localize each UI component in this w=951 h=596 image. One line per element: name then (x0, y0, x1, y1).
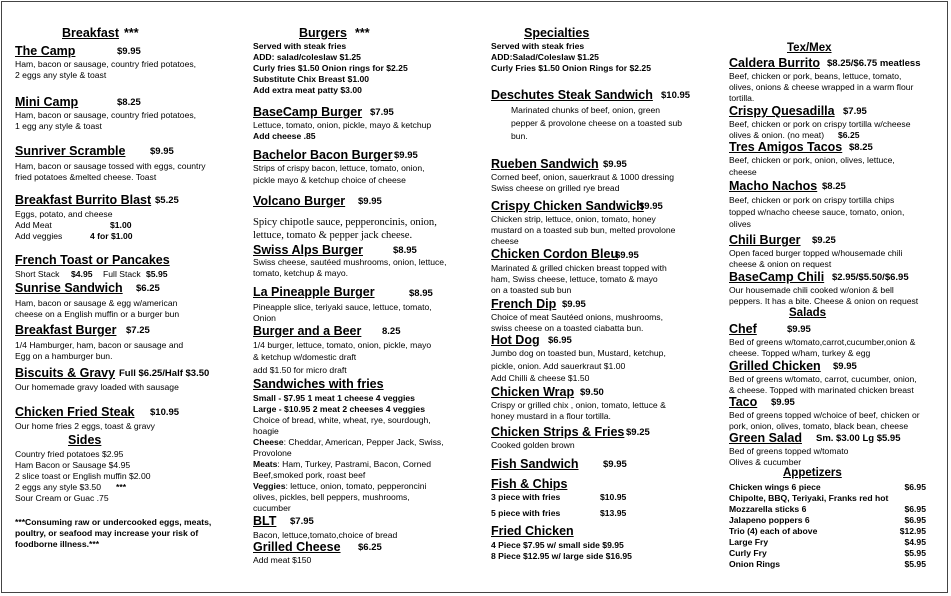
item-chili-burger-name: Chili Burger (729, 233, 801, 247)
item-strips-name: Chicken Strips & Fries (491, 425, 625, 439)
item-caldera-name: Caldera Burrito (729, 56, 820, 70)
item-biscuits-desc: Our homemade gravy loaded with sausage (15, 382, 179, 392)
item-beer-desc-1: 1/4 burger, lettuce, tomato, onion, pickle, mayo (253, 340, 432, 350)
item-mini-camp-price: $8.25 (117, 97, 141, 108)
item-crispy-desc-1: Chicken strip, lettuce, onion, tomato, honey (491, 214, 656, 224)
item-taco-salad-price: $9.95 (771, 397, 795, 408)
item-quesadilla-price: $7.95 (843, 106, 867, 117)
item-blt-desc: Bacon, lettuce,tomato,choice of bread (253, 530, 398, 540)
item-fish-chips-name: Fish & Chips (491, 477, 568, 491)
sandwich-veggies-3: cucumber (253, 503, 291, 513)
item-grilled-cheese-price: $6.25 (358, 542, 382, 553)
appetizer-name: Large Fry (729, 537, 769, 547)
appetizer-price: $5.95 (904, 548, 926, 558)
item-cordon-desc-1: Marinated & grilled chicken breast topped with (491, 263, 667, 273)
item-quesadilla-name: Crispy Quesadilla (729, 104, 835, 118)
item-chef-name: Chef (729, 322, 757, 336)
item-chef-price: $9.95 (787, 324, 811, 335)
item-tacos-desc-1: Beef, chicken or pork, onion, olives, lettuce, (729, 155, 895, 165)
specialties-note: Curly Fries $1.50 Onion Rings for $2.25 (491, 63, 651, 73)
side-item: 2 slice toast or English muffin $2.00 (15, 471, 151, 481)
item-caldera-desc-2: olives, onions & cheese wrapped in a warm flour (729, 82, 914, 92)
item-basecamp-desc: Lettuce, tomato, onion, pickle, mayo & ketchup (253, 120, 432, 130)
item-dip-desc-2: swiss cheese on a toasted ciabatta bun. (491, 323, 644, 333)
appetizer-price: $6.95 (904, 515, 926, 525)
salads-title: Salads (789, 307, 827, 319)
item-chili-desc-1: Our housemade chili cooked w/onion & bell (729, 285, 894, 295)
item-scramble-desc-2: fried potatoes &melted cheese. Toast (15, 172, 157, 182)
food-warning-1: ***Consuming raw or undercooked eggs, meats, (15, 517, 212, 527)
item-green-salad-desc-2: Olives & cucumber (729, 457, 802, 467)
item-chili-desc-2: peppers. It has a bite. Cheese & onion on request (729, 296, 919, 306)
item-burrito-desc: Eggs, potato, and cheese (15, 209, 113, 219)
item-nachos-desc-1: Beef, chicken or pork on crispy tortilla chips (729, 195, 895, 205)
item-caldera-price: $8.25/$6.75 meatless (827, 58, 921, 69)
item-burrito-name: Breakfast Burrito Blast (15, 193, 152, 207)
item-wrap-desc-2: honey mustard in a flour tortilla. (491, 411, 611, 421)
item-rueben-desc-2: Swiss cheese on grilled rye bread (491, 183, 620, 193)
sandwich-meats (253, 459, 431, 470)
sandwich-cheese-label: Cheese (253, 437, 284, 447)
side-item: Ham Bacon or Sausage $4.95 (15, 460, 131, 470)
item-chili-burger-desc-2: cheese & onion on request (729, 259, 832, 269)
item-crispy-desc-3: cheese (491, 236, 519, 246)
item-pineapple-name: La Pineapple Burger (253, 285, 375, 299)
burgers-note: Curly fries $1.50 Onion rings for $2.25 (253, 63, 408, 73)
item-blt-name: BLT (253, 514, 277, 528)
item-strips-price: $9.25 (626, 427, 650, 438)
sandwich-cheese-2: Provolone (253, 448, 292, 458)
item-bacheolor-name: Bachelor Bacon Burger (253, 148, 393, 162)
item-pineapple-price: $8.95 (409, 288, 433, 299)
item-chili-burger-price: $9.25 (812, 235, 836, 246)
fish-chips-five-price: $13.95 (600, 508, 627, 518)
item-swiss-name: Swiss Alps Burger (253, 243, 363, 257)
item-beer-price: 8.25 (382, 326, 401, 337)
item-beer-desc-2: & ketchup w/domestic draft (253, 352, 357, 362)
item-strips-desc: Cooked golden brown (491, 440, 575, 450)
side-item: 2 eggs any style $3.50 (15, 482, 101, 492)
item-rueben-desc-1: Corned beef, onion, sauerkraut & 1000 dressing (491, 172, 674, 182)
breakfast-stars: *** (124, 26, 139, 40)
appetizer-price: $5.95 (904, 559, 926, 569)
item-swiss-desc-1: Swiss cheese, sautéed mushrooms, onion, lettuce, (253, 257, 447, 267)
item-hotdog-price: $6.95 (548, 335, 572, 346)
sandwich-meats-text: : Ham, Turkey, Pastrami, Bacon, Corned (277, 459, 431, 469)
item-hotdog-desc-1: Jumbo dog on toasted bun, Mustard, ketchup, (491, 348, 666, 358)
item-bacheolor-price: $9.95 (394, 150, 418, 161)
appetizer-price: $12.95 (899, 526, 926, 536)
item-the-camp-desc-1: Ham, bacon or sausage, country fried potatoes, (15, 59, 197, 69)
sandwich-cheese (253, 437, 444, 448)
item-burrito-price: $5.25 (155, 195, 179, 206)
item-grilled-chicken-name: Grilled Chicken (729, 359, 821, 373)
fish-chips-three: 3 piece with fries (491, 492, 561, 502)
item-sunrise-desc-2: cheese on a English muffin or a burger bun (15, 309, 180, 319)
item-burrito-add-meat: Add Meat (15, 220, 52, 230)
item-tacos-name: Tres Amigos Tacos (729, 140, 843, 154)
sandwich-cheese-text: : Cheddar, American, Pepper Jack, Swiss, (283, 437, 444, 447)
item-hotdog-name: Hot Dog (491, 333, 540, 347)
item-cordon-desc-3: on a toasted sub bun (491, 285, 572, 295)
burgers-note: Substitute Chix Breast $1.00 (253, 74, 370, 84)
fish-chips-five: 5 piece with fries (491, 508, 561, 518)
fish-chips-three-price: $10.95 (600, 492, 627, 502)
item-wrap-name: Chicken Wrap (491, 385, 575, 399)
item-taco-salad-desc-2: pork, onion, olives, tomato, black bean, cheese (729, 421, 909, 431)
texmex-title: Tex/Mex (787, 42, 832, 54)
item-chili-price: $2.95/$5.50/$6.95 (832, 272, 909, 283)
sandwich-meats-2: Beef,smoked pork, roast beef (253, 470, 366, 480)
item-bfast-burger-price: $7.25 (126, 325, 150, 336)
item-scramble-price: $9.95 (150, 146, 174, 157)
item-grilled-cheese-name: Grilled Cheese (253, 540, 341, 554)
item-quesadilla-desc-1: Beef, chicken or pork on crispy tortilla w/cheese (729, 119, 911, 129)
appetizers-title: Appetizers (783, 467, 842, 479)
sides-title: Sides (68, 433, 102, 447)
sandwich-choice-1: Choice of bread, white, wheat, rye, sourdough, (253, 415, 431, 425)
sides-stars: *** (116, 482, 127, 492)
item-wrap-price: $9.50 (580, 387, 604, 398)
item-hotdog-desc-3: Add Chilli & cheese $1.50 (491, 373, 590, 383)
item-deschutes-desc-2: pepper & provolone cheese on a toasted sub (511, 118, 683, 128)
sandwich-small: Small - $7.95 1 meat 1 cheese 4 veggies (253, 393, 415, 403)
breakfast-title: Breakfast (62, 26, 119, 40)
burgers-note: Add extra meat patty $3.00 (253, 85, 362, 95)
item-deschutes-desc-3: bun. (511, 131, 528, 141)
item-crispy-price: $9.95 (639, 201, 663, 212)
item-biscuits-name: Biscuits & Gravy (15, 366, 116, 380)
sandwich-veggies-text: : lettuce, onion, tomato, pepperoncini (285, 481, 427, 491)
item-rueben-price: $9.95 (603, 159, 627, 170)
appetizer-name: Chicken wings 6 piece (729, 482, 821, 492)
appetizer-price: $4.95 (904, 537, 926, 547)
item-the-camp-name: The Camp (15, 44, 76, 58)
item-sandwiches-name: Sandwiches with fries (253, 377, 384, 391)
item-mini-camp-desc-1: Ham, bacon or sausage, country fried potatoes, (15, 110, 197, 120)
item-caldera-desc-1: Beef, chicken or pork, beans, lettuce, tomato, (729, 71, 902, 81)
item-swiss-price: $8.95 (393, 245, 417, 256)
item-crispy-desc-2: mustard on a toasted sub bun, melted provolone (491, 225, 676, 235)
appetizer-name: Mozzarella sticks 6 (729, 504, 807, 514)
sandwich-meats-label: Meats (253, 459, 278, 469)
item-french-toast-name: French Toast or Pancakes (15, 253, 170, 267)
item-bfast-burger-name: Breakfast Burger (15, 323, 117, 337)
item-cfs-desc: Our home fries 2 eggs, toast & gravy (15, 421, 155, 431)
sandwich-veggies-label: Veggies (253, 481, 286, 491)
item-basecamp-add: Add cheese .85 (253, 131, 316, 141)
item-scramble-desc-1: Ham, bacon or sausage tossed with eggs, country (15, 161, 206, 171)
item-dip-price: $9.95 (562, 299, 586, 310)
item-sunrise-desc-1: Ham, bacon or sausage & egg w/american (15, 298, 178, 308)
item-swiss-desc-2: tomato, ketchup & mayo. (253, 268, 349, 278)
item-chef-desc-2: cheese. Topped w/ham, turkey & egg (729, 348, 871, 358)
burgers-stars: *** (355, 26, 370, 40)
item-bfast-burger-desc-1: 1/4 Hamburger, ham, bacon or sausage and (15, 340, 184, 350)
item-taco-salad-name: Taco (729, 395, 758, 409)
item-chili-burger-desc-1: Open faced burger topped w/housemade chili (729, 248, 903, 258)
appetizer-name: Jalapeno poppers 6 (729, 515, 810, 525)
item-chef-desc-1: Bed of greens w/tomato,carrot,cucumber,onion & (729, 337, 916, 347)
sandwich-choice-2: hoagie (253, 426, 279, 436)
item-volcano-desc-1: Spicy chipotle sauce, pepperoncinis, onion, (253, 217, 437, 228)
specialties-note: ADD:Salad/Coleslaw $1.25 (491, 52, 599, 62)
item-cordon-price: $9.95 (615, 250, 639, 261)
item-sunrise-price: $6.25 (136, 283, 160, 294)
specialties-note: Served with steak fries (491, 41, 585, 51)
item-full-stack: Full Stack (103, 269, 141, 279)
item-cfs-name: Chicken Fried Steak (15, 405, 135, 419)
item-burrito-add-veg: Add veggies (15, 231, 63, 241)
appetizer-name: Chipolte, BBQ, Teriyaki, Franks red hot (729, 493, 889, 503)
item-nachos-desc-2: topped w/nacho cheese sauce, tomato, onion, (729, 207, 905, 217)
appetizer-price: $6.95 (904, 504, 926, 514)
burgers-title: Burgers (299, 26, 347, 40)
item-wrap-desc-1: Crispy or grilled chix , onion, tomato, lettuce & (491, 400, 666, 410)
item-green-salad-name: Green Salad (729, 431, 802, 445)
item-short-stack: Short Stack (15, 269, 60, 279)
item-bfast-burger-desc-2: Egg on a hamburger bun. (15, 351, 113, 361)
food-warning-3: foodborne illness.*** (15, 539, 100, 549)
item-deschutes-price: $10.95 (661, 90, 691, 101)
sandwich-veggies (253, 481, 426, 492)
item-cfs-price: $10.95 (150, 407, 180, 418)
item-volcano-desc-2: lettuce, tomato & pepper jack cheese. (253, 230, 413, 241)
item-beer-name: Burger and a Beer (253, 324, 362, 338)
item-burrito-add-veg-price: 4 for $1.00 (90, 231, 133, 241)
appetizer-name: Trio (4) each of above (729, 526, 818, 536)
item-mini-camp-desc-2: 1 egg any style & toast (15, 121, 102, 131)
item-dip-name: French Dip (491, 297, 557, 311)
item-deschutes-desc-1: Marinated chunks of beef, onion, green (511, 105, 661, 115)
item-basecamp-name: BaseCamp Burger (253, 105, 363, 119)
item-crispy-name: Crispy Chicken Sandwich (491, 199, 644, 213)
item-burrito-add-meat-price: $1.00 (110, 220, 132, 230)
item-fried-chicken-name: Fried Chicken (491, 524, 574, 538)
item-short-stack-price: $4.95 (71, 269, 93, 279)
item-volcano-name: Volcano Burger (253, 194, 346, 208)
item-hotdog-desc-2: pickle, onion. Add sauerkraut $1.00 (491, 361, 626, 371)
side-item: Country fried potatoes $2.95 (15, 449, 124, 459)
item-green-salad-price: Sm. $3.00 Lg $5.95 (816, 433, 901, 444)
item-volcano-price: $9.95 (358, 196, 382, 207)
item-sunrise-name: Sunrise Sandwich (15, 281, 123, 295)
sandwich-large: Large - $10.95 2 meat 2 cheeses 4 veggies (253, 404, 425, 414)
item-mini-camp-name: Mini Camp (15, 95, 79, 109)
item-cordon-name: Chicken Cordon Bleu (491, 247, 619, 261)
item-scramble-name: Sunriver Scramble (15, 144, 126, 158)
burgers-note: Served with steak fries (253, 41, 347, 51)
item-tacos-price: $8.25 (849, 142, 873, 153)
appetizer-name: Onion Rings (729, 559, 781, 569)
item-quesadilla-nomeat-price: $6.25 (838, 130, 860, 140)
item-tacos-desc-2: cheese (729, 167, 757, 177)
item-caldera-desc-3: tortilla. (729, 93, 755, 103)
fried-chicken-eight: 8 Piece $12.95 w/ large side $16.95 (491, 551, 632, 561)
item-rueben-name: Rueben Sandwich (491, 157, 599, 171)
item-bacheolor-desc-2: pickle mayo & ketchup choice of cheese (253, 175, 406, 185)
item-fish-sandwich-price: $9.95 (603, 459, 627, 470)
item-nachos-price: $8.25 (822, 181, 846, 192)
item-nachos-name: Macho Nachos (729, 179, 818, 193)
item-taco-salad-desc-1: Bed of greens topped w/choice of beef, chicken or (729, 410, 920, 420)
item-beer-desc-3: add $1.50 for micro draft (253, 365, 347, 375)
item-pineapple-desc-1: Pineapple slice, teriyaki sauce, lettuce, tomato, (253, 302, 432, 312)
appetizer-price: $6.95 (904, 482, 926, 492)
item-bacheolor-desc-1: Strips of crispy bacon, lettuce, tomato, onion, (253, 163, 425, 173)
item-green-salad-desc-1: Bed of greens topped w/tomato (729, 446, 849, 456)
item-pineapple-desc-2: Onion (253, 313, 276, 323)
food-warning-2: poultry, or seafood may increase your risk of (15, 528, 199, 538)
sandwich-veggies-2: olives, pickles, bell peppers, mushrooms, (253, 492, 410, 502)
item-biscuits-price: Full $6.25/Half $3.50 (119, 368, 210, 379)
appetizer-name: Curly Fry (729, 548, 767, 558)
item-basecamp-price: $7.95 (370, 107, 394, 118)
item-quesadilla-desc-2: olives & onion. (no meat) (729, 130, 825, 140)
item-fish-sandwich-name: Fish Sandwich (491, 457, 579, 471)
item-grilled-chicken-price: $9.95 (833, 361, 857, 372)
item-grilled-cheese-desc: Add meat $150 (253, 555, 312, 565)
item-chili-name: BaseCamp Chili (729, 270, 825, 284)
item-cordon-desc-2: ham, Swiss cheese, lettuce, tomato & mayo (491, 274, 658, 284)
burgers-note: ADD: salad/coleslaw $1.25 (253, 52, 361, 62)
item-dip-desc-1: Choice of meat Sautéed onions, mushrooms, (491, 312, 663, 322)
item-grilled-chicken-desc-2: & cheese. Topped with marinated chicken breast (729, 385, 914, 395)
item-the-camp-price: $9.95 (117, 46, 141, 57)
item-blt-price: $7.95 (290, 516, 314, 527)
item-full-stack-price: $5.95 (146, 269, 168, 279)
side-item: Sour Cream or Guac .75 (15, 493, 109, 503)
item-deschutes-name: Deschutes Steak Sandwich (491, 88, 653, 102)
fried-chicken-four: 4 Piece $7.95 w/ small side $9.95 (491, 540, 624, 550)
item-grilled-chicken-desc-1: Bed of greens w/tomato, carrot, cucumber, onion, (729, 374, 917, 384)
item-nachos-desc-3: olives (729, 219, 751, 229)
item-the-camp-desc-2: 2 eggs any style & toast (15, 70, 107, 80)
specialties-title: Specialties (524, 26, 590, 40)
